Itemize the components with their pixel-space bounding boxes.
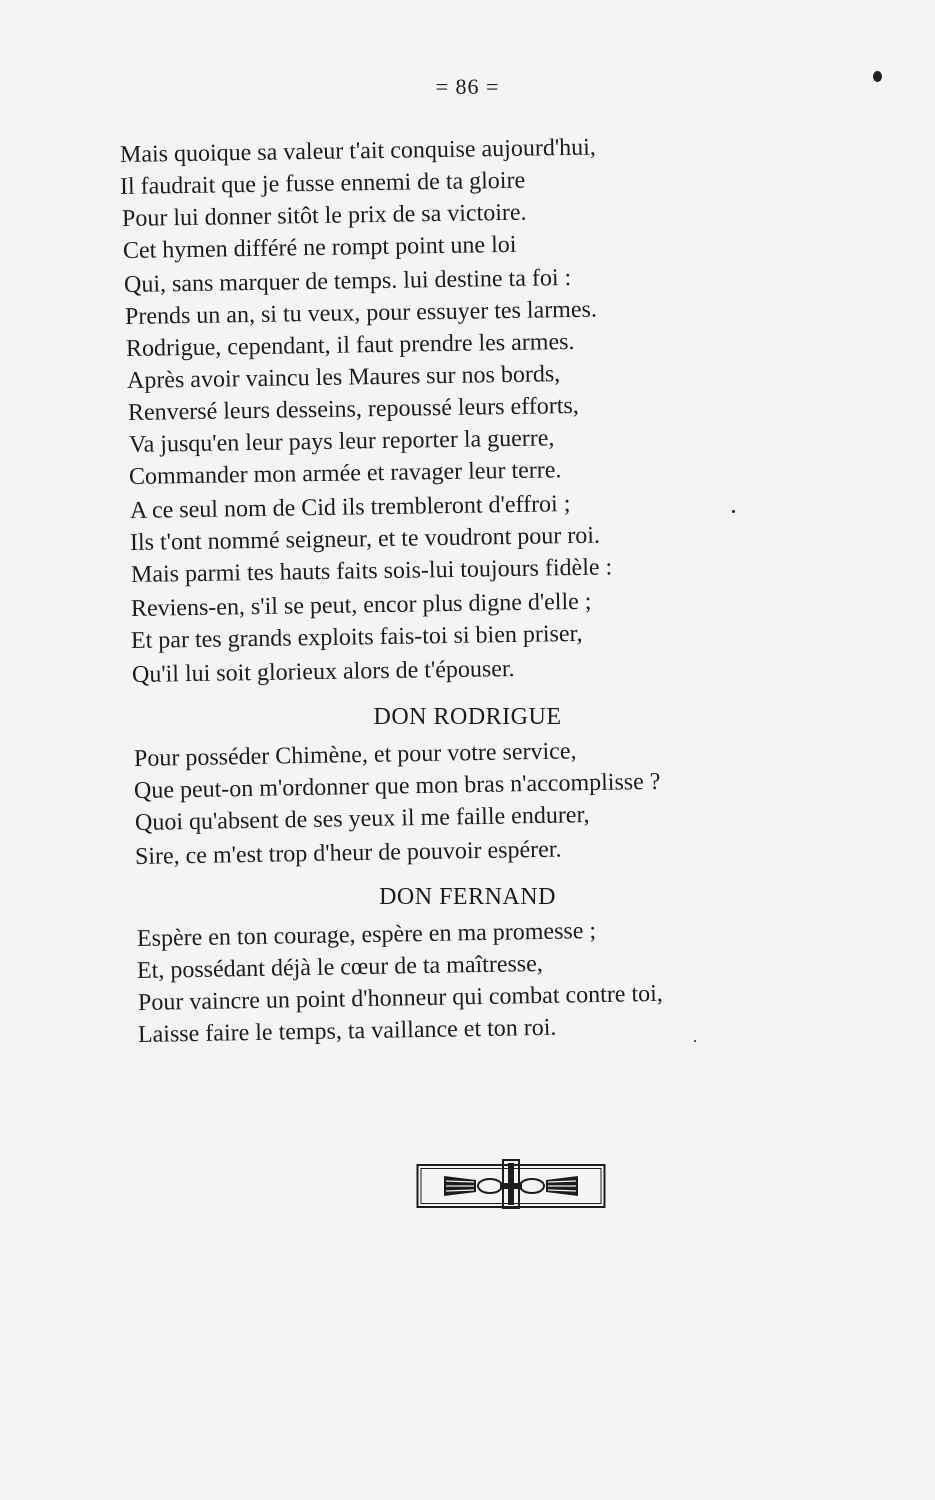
verse-line: Il faudrait que je fusse ennemi de ta gloire [119,167,526,200]
speaker-name-don-fernand: DON FERNAND [379,884,556,910]
verse-line: Reviens-en, s'il se peut, encor plus digne d'elle ; [130,588,592,622]
verse-line: A ce seul nom de Cid ils trembleront d'effroi ; [129,491,571,524]
verse-line: Que peut-on m'ordonner que mon bras n'accomplisse ? [133,768,661,804]
verse-line: Après avoir vaincu les Maures sur nos bords, [126,361,561,394]
verse-line: Espère en ton courage, espère en ma promesse ; [136,917,597,952]
verse-line: Quoi qu'absent de ses yeux il me faille endurer, [134,802,590,836]
verse-line: Ils t'ont nommé seigneur, et te voudront pour roi. [129,522,601,556]
verse-line: Prends un an, si tu veux, pour essuyer tes larmes. [124,296,598,330]
page-number: = 86 = [435,74,500,99]
verse-line: Et par tes grands exploits fais-toi si bien priser, [130,620,583,654]
verse-line: Va jusqu'en leur pays leur reporter la guerre, [128,425,555,458]
verse-line: Pour vaincre un point d'honneur qui combat contre toi, [137,980,664,1016]
verse-line: Pour lui donner sitôt le prix de sa victoire. [121,199,527,232]
verse-line: Pour posséder Chimène, et pour votre service, [133,738,577,772]
verse-line: Mais quoique sa valeur t'ait conquise aujourd'hui, [119,134,597,168]
verse-line: Cet hymen différé ne rompt point une loi [122,231,517,264]
print-speck [873,71,882,82]
tailpiece-ornament-icon [416,1158,606,1210]
verse-line: Rodrigue, cependant, il faut prendre les armes. [125,328,575,362]
verse-line: Laisse faire le temps, ta vaillance et ton roi. [137,1014,557,1048]
print-speck [694,1040,696,1042]
verse-line: Qui, sans marquer de temps. lui destine ta foi : [123,264,572,298]
print-speck [732,510,735,513]
verse-line: Commander mon armée et ravager leur terre. [128,457,562,490]
verse-line: Mais parmi tes hauts faits sois-lui toujours fidèle : [130,554,613,588]
speaker-name-don-rodrigue: DON RODRIGUE [373,704,562,730]
verse-line: Qu'il lui soit glorieux alors de t'épouser. [131,655,515,688]
verse-line: Sire, ce m'est trop d'heur de pouvoir espérer. [134,836,562,870]
verse-line: Renversé leurs desseins, repoussé leurs efforts, [127,392,579,426]
verse-line: Et, possédant déjà le cœur de ta maîtresse, [136,950,544,984]
